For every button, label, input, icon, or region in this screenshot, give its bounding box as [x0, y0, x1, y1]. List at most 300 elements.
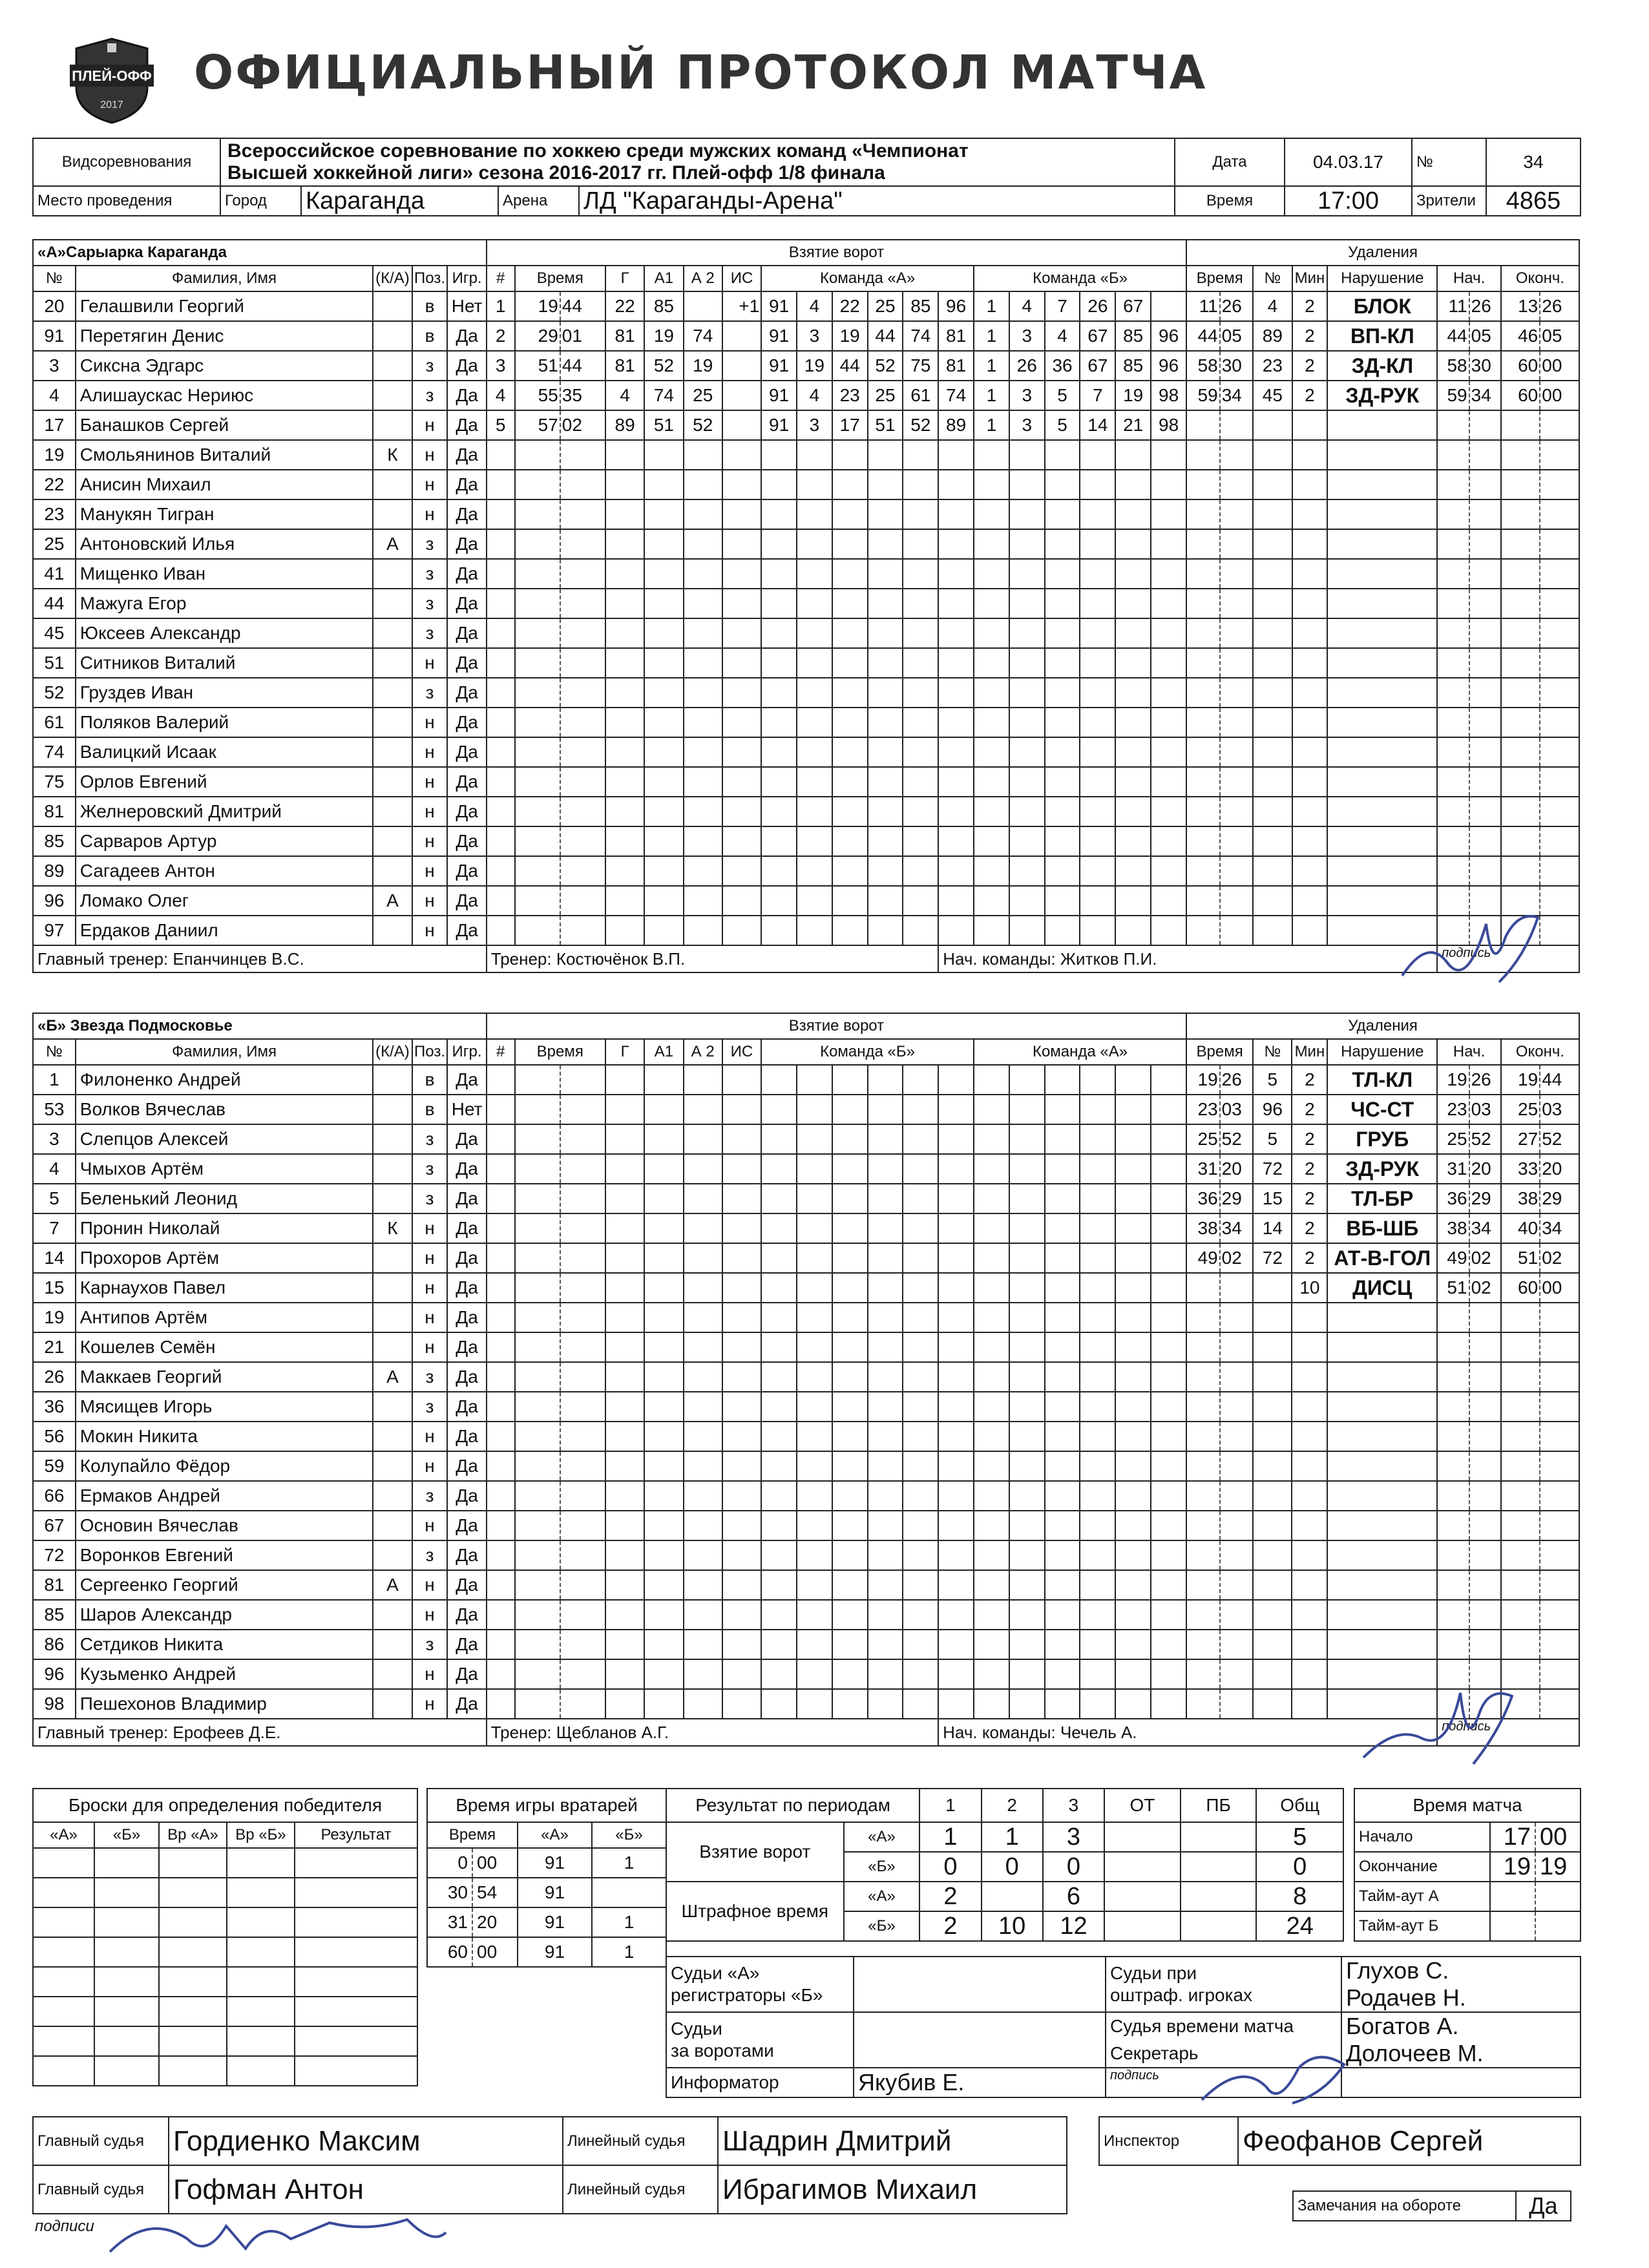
penalty-em — [1501, 678, 1540, 708]
goal-a2 — [684, 470, 722, 499]
shootout-cell — [33, 1848, 94, 1878]
goal-mm — [515, 618, 560, 648]
penalty-judge-2: Родачев Н. — [1346, 1984, 1466, 2011]
player-role — [373, 1630, 412, 1659]
penalty-min: 2 — [1292, 1095, 1327, 1124]
penalty-em — [1501, 1511, 1540, 1540]
goal-is — [722, 1451, 761, 1481]
penalty-min — [1292, 470, 1328, 499]
penalty-min — [1292, 1422, 1327, 1451]
onice-own — [832, 886, 868, 916]
player-name: Шаров Александр — [76, 1600, 373, 1630]
player-role — [373, 737, 412, 767]
penalty-es: 20 — [1540, 1154, 1579, 1184]
onice-opp — [1115, 1481, 1151, 1511]
goal-ss — [560, 767, 605, 797]
penalty-es: 03 — [1540, 1095, 1579, 1124]
player-name: Филоненко Андрей — [76, 1065, 373, 1095]
penalty-mm — [1186, 737, 1220, 767]
penalty-ss — [1220, 1600, 1254, 1630]
player-number: 19 — [33, 1303, 76, 1332]
goal-is — [722, 470, 761, 499]
onice-own — [903, 470, 938, 499]
match-time-title: Время матча — [1354, 1789, 1581, 1822]
player-name: Гелашвили Георгий — [76, 291, 373, 321]
onice-own: 81 — [938, 321, 974, 351]
onice-own — [938, 648, 974, 678]
remarks-box — [1292, 2190, 1571, 2221]
goal-a1 — [644, 1184, 683, 1213]
goal-ss — [560, 1511, 605, 1540]
onice-opp — [1151, 1570, 1186, 1600]
goal-n — [487, 470, 515, 499]
player-number: 96 — [33, 886, 76, 916]
onice-opp — [974, 708, 1009, 737]
goal-ss — [560, 618, 605, 648]
player-position: н — [412, 1689, 448, 1719]
player-played: Да — [447, 1481, 486, 1511]
penalty-ss — [1220, 1332, 1254, 1362]
player-played: Да — [447, 618, 486, 648]
penalty-em: 51 — [1501, 1243, 1540, 1273]
onice-own — [761, 1124, 797, 1154]
onice-own — [797, 1303, 832, 1332]
goal-a1 — [644, 826, 683, 856]
goal-a2 — [684, 529, 722, 559]
penalty-sc: 20 — [1469, 1154, 1501, 1184]
player-row — [33, 678, 1579, 708]
goal-mm — [515, 678, 560, 708]
player-name: Груздев Иван — [76, 678, 373, 708]
penalty-inf — [1327, 678, 1437, 708]
goal-is — [722, 529, 761, 559]
penalty-mm — [1186, 1362, 1220, 1392]
onice-opp — [1115, 1303, 1151, 1332]
player-number: 72 — [33, 1540, 76, 1570]
onice-own: 52 — [903, 410, 938, 440]
player-position: н — [412, 648, 448, 678]
onice-own — [797, 559, 832, 589]
onice-opp — [1045, 1332, 1080, 1362]
goal-g — [605, 1273, 644, 1303]
goal-n — [487, 1630, 515, 1659]
onice-opp — [1045, 470, 1080, 499]
player-position: н — [412, 440, 448, 470]
onice-own — [868, 1273, 903, 1303]
onice-own — [903, 1540, 938, 1570]
goalie-time-mm: 60 — [427, 1937, 472, 1967]
goal-g — [605, 499, 644, 529]
player-name: Алишаускас Нериюс — [76, 381, 373, 410]
onice-opp — [974, 1570, 1009, 1600]
goal-a2: 25 — [684, 381, 722, 410]
onice-own — [868, 1630, 903, 1659]
player-played: Да — [447, 1540, 486, 1570]
onice-opp — [1080, 1332, 1115, 1362]
onice-own — [832, 1065, 868, 1095]
penalty-ss — [1220, 1689, 1254, 1719]
penalty-inf — [1327, 589, 1437, 618]
goal-ss — [560, 1481, 605, 1511]
onice-own — [832, 559, 868, 589]
onice-opp — [1151, 1095, 1186, 1124]
penalty-es — [1540, 856, 1579, 886]
onice-opp — [1151, 856, 1186, 886]
goal-n — [487, 1392, 515, 1422]
penalty-no — [1253, 737, 1292, 767]
penalty-em — [1501, 1362, 1540, 1392]
inspector-label: Инспектор — [1099, 2117, 1238, 2165]
penalty-sm — [1437, 1362, 1469, 1392]
onice-own — [903, 916, 938, 945]
onice-opp — [1115, 499, 1151, 529]
penalty-sm — [1437, 648, 1469, 678]
onice-own: 74 — [903, 321, 938, 351]
onice-own — [797, 797, 832, 826]
player-number: 3 — [33, 351, 76, 381]
player-number: 74 — [33, 737, 76, 767]
onice-opp — [1151, 1243, 1186, 1273]
player-number: 4 — [33, 1154, 76, 1184]
onice-own — [903, 1184, 938, 1213]
goal-a2 — [684, 767, 722, 797]
onice-opp — [1151, 1540, 1186, 1570]
goal-mm — [515, 1362, 560, 1392]
onice-own — [903, 708, 938, 737]
onice-opp — [974, 1659, 1009, 1689]
penalty-es — [1540, 589, 1579, 618]
onice-own — [832, 708, 868, 737]
goal-a1 — [644, 470, 683, 499]
penalty-no — [1253, 767, 1292, 797]
onice-opp — [1045, 737, 1080, 767]
goal-a1 — [644, 737, 683, 767]
onice-opp — [1115, 1273, 1151, 1303]
goal-is — [722, 381, 761, 410]
goal-a2 — [684, 440, 722, 470]
penalty-inf — [1327, 767, 1437, 797]
penalty-sm — [1437, 1630, 1469, 1659]
player-number: 1 — [33, 1065, 76, 1095]
team_b-header-igr: Игр. — [447, 1039, 486, 1065]
onice-opp — [1009, 618, 1045, 648]
match-time-hour: 17 — [1490, 1822, 1535, 1852]
onice-opp — [1080, 589, 1115, 618]
onice-opp — [1009, 1540, 1045, 1570]
onice-own: 91 — [761, 381, 797, 410]
penalty-sm — [1437, 1422, 1469, 1451]
penalty-no — [1253, 410, 1292, 440]
onice-opp: 1 — [974, 291, 1009, 321]
onice-opp — [1115, 1600, 1151, 1630]
onice-opp — [974, 1124, 1009, 1154]
team_b-header-ptime: Время — [1186, 1039, 1253, 1065]
player-position: н — [412, 1600, 448, 1630]
shootout-cell — [33, 2026, 94, 2056]
goal-n — [487, 499, 515, 529]
onice-opp: 3 — [1009, 321, 1045, 351]
player-name: Пешехонов Владимир — [76, 1689, 373, 1719]
penalty-em: 33 — [1501, 1154, 1540, 1184]
player-position: н — [412, 1659, 448, 1689]
onice-opp: 7 — [1045, 291, 1080, 321]
onice-own: 3 — [797, 321, 832, 351]
penalty-sm — [1437, 1392, 1469, 1422]
onice-opp — [1009, 470, 1045, 499]
onice-opp — [1080, 1511, 1115, 1540]
goal-n — [487, 1184, 515, 1213]
goalie-a: 91 — [518, 1937, 592, 1967]
onice-opp — [974, 470, 1009, 499]
onice-opp — [1045, 440, 1080, 470]
onice-opp — [1151, 916, 1186, 945]
onice-own — [832, 1154, 868, 1184]
goal-a1 — [644, 1630, 683, 1659]
penalty-ss — [1220, 1422, 1254, 1451]
onice-own — [761, 529, 797, 559]
penalty-mm: 25 — [1186, 1124, 1220, 1154]
penalty-es: 02 — [1540, 1243, 1579, 1273]
team_b-header-name: Фамилия, Имя — [76, 1039, 373, 1065]
player-name: Карнаухов Павел — [76, 1273, 373, 1303]
player-played: Да — [447, 1422, 486, 1451]
penalty-sm: 49 — [1437, 1243, 1469, 1273]
penalty-em — [1501, 499, 1540, 529]
onice-own — [938, 797, 974, 826]
penalty-em: 40 — [1501, 1213, 1540, 1243]
onice-own — [868, 1511, 903, 1540]
penalty-ss — [1220, 886, 1254, 916]
onice-opp — [1009, 856, 1045, 886]
player-row — [33, 618, 1579, 648]
goal-is — [722, 737, 761, 767]
penalty-ss — [1220, 797, 1254, 826]
player-number: 61 — [33, 708, 76, 737]
goal-a1 — [644, 618, 683, 648]
penalty-inf: ТЛ-БР — [1327, 1184, 1437, 1213]
goal-is — [722, 1570, 761, 1600]
onice-own — [761, 1065, 797, 1095]
penalty-inf — [1327, 1422, 1437, 1451]
player-name: Воронков Евгений — [76, 1540, 373, 1570]
onice-opp — [974, 1392, 1009, 1422]
shootout-cell — [227, 1997, 295, 2026]
onice-opp — [974, 1689, 1009, 1719]
shootout-cell — [94, 1878, 159, 1907]
player-row — [33, 1422, 1579, 1451]
onice-opp — [1080, 1095, 1115, 1124]
penalty-min: 2 — [1292, 1065, 1327, 1095]
penalty-sm: 44 — [1437, 321, 1469, 351]
player-number: 56 — [33, 1422, 76, 1451]
team_b-header-p_no: № — [1253, 1039, 1292, 1065]
goal-a2 — [684, 1481, 722, 1511]
team_a-header-pos: Поз. — [412, 266, 448, 291]
player-played: Да — [447, 1124, 486, 1154]
onice-own: 91 — [761, 351, 797, 381]
player-played: Да — [447, 1184, 486, 1213]
onice-own — [868, 1659, 903, 1689]
penalty-inf — [1327, 797, 1437, 826]
player-number: 52 — [33, 678, 76, 708]
onice-opp — [1045, 1065, 1080, 1095]
onice-opp — [974, 767, 1009, 797]
onice-own — [832, 1451, 868, 1481]
goal-a1 — [644, 1273, 683, 1303]
onice-own — [832, 1124, 868, 1154]
penalty-em — [1501, 1332, 1540, 1362]
goal-ss: 44 — [560, 291, 605, 321]
goal-is — [722, 1213, 761, 1243]
penalty-inf — [1327, 1362, 1437, 1392]
penalty-es — [1540, 618, 1579, 648]
onice-own — [761, 1184, 797, 1213]
onice-own — [868, 529, 903, 559]
onice-own — [868, 856, 903, 886]
period-value: 2 — [919, 1882, 981, 1911]
penalty-no — [1253, 440, 1292, 470]
onice-opp — [1115, 797, 1151, 826]
player-number: 25 — [33, 529, 76, 559]
goal-g: 4 — [605, 381, 644, 410]
goal-a2 — [684, 1451, 722, 1481]
officials-signature — [1341, 2068, 1581, 2097]
onice-own — [903, 826, 938, 856]
onice-opp — [1009, 559, 1045, 589]
penalty-em: 38 — [1501, 1184, 1540, 1213]
team-b-signature — [1357, 1667, 1525, 1770]
onice-opp — [1009, 529, 1045, 559]
goal-a2 — [684, 1243, 722, 1273]
goal-a1: 19 — [644, 321, 683, 351]
player-role — [373, 856, 412, 886]
shootout-cell — [295, 2026, 417, 2056]
penalty-es — [1540, 737, 1579, 767]
goal-g — [605, 1213, 644, 1243]
onice-opp — [1080, 737, 1115, 767]
referee-2: Гофман Антон — [169, 2165, 563, 2214]
onice-own — [797, 589, 832, 618]
onice-own — [832, 737, 868, 767]
goal-ss — [560, 1451, 605, 1481]
goal-a2 — [684, 708, 722, 737]
onice-own — [868, 1422, 903, 1451]
player-row — [33, 1303, 1579, 1332]
onice-own — [938, 618, 974, 648]
penalty-mm — [1186, 1392, 1220, 1422]
penalty-no — [1253, 1540, 1292, 1570]
goal-ss — [560, 1332, 605, 1362]
shootout-cell — [94, 1907, 159, 1937]
goal-mm: 51 — [515, 351, 560, 381]
onice-opp — [1151, 559, 1186, 589]
player-role — [373, 499, 412, 529]
onice-own: 91 — [761, 291, 797, 321]
penalty-em: 46 — [1501, 321, 1540, 351]
onice-opp — [1115, 1570, 1151, 1600]
goal-a1 — [644, 648, 683, 678]
goal-g — [605, 559, 644, 589]
penalty-inf — [1327, 410, 1437, 440]
team_b-header-no: № — [33, 1039, 76, 1065]
onice-own: 81 — [938, 351, 974, 381]
onice-own: 75 — [903, 351, 938, 381]
goal-a2 — [684, 826, 722, 856]
penalty-em — [1501, 797, 1540, 826]
shootout-col: Вр «Б» — [227, 1822, 295, 1848]
onice-own — [903, 1332, 938, 1362]
team_b-goals-title: Взятие ворот — [487, 1013, 1186, 1039]
goal-mm — [515, 529, 560, 559]
team_b-team-name: «Б» Звезда Подмосковье — [33, 1013, 487, 1039]
goal-n — [487, 1659, 515, 1689]
onice-opp — [1009, 1065, 1045, 1095]
onice-opp — [1009, 1213, 1045, 1243]
penalty-mm — [1186, 886, 1220, 916]
playoff-logo — [63, 36, 160, 126]
onice-own — [938, 529, 974, 559]
player-name: Сетдиков Никита — [76, 1630, 373, 1659]
onice-opp — [1080, 1451, 1115, 1481]
goal-a1 — [644, 1124, 683, 1154]
onice-opp — [1009, 1332, 1045, 1362]
player-name: Беленький Леонид — [76, 1184, 373, 1213]
penalty-em — [1501, 589, 1540, 618]
period-value: 0 — [1043, 1852, 1104, 1882]
onice-own — [761, 1243, 797, 1273]
linesman-label-1: Линейный судья — [563, 2117, 718, 2165]
onice-own — [797, 767, 832, 797]
onice-opp — [1115, 1065, 1151, 1095]
penalty-min: 10 — [1292, 1273, 1327, 1303]
goal-ss — [560, 737, 605, 767]
goal-n — [487, 1273, 515, 1303]
goal-ss — [560, 1065, 605, 1095]
onice-opp — [1009, 1422, 1045, 1451]
onice-own — [761, 1689, 797, 1719]
penalty-mm — [1186, 856, 1220, 886]
onice-opp: 96 — [1151, 321, 1186, 351]
player-number: 97 — [33, 916, 76, 945]
player-position: н — [412, 1303, 448, 1332]
player-role — [373, 1600, 412, 1630]
player-role — [373, 648, 412, 678]
player-name: Манукян Тигран — [76, 499, 373, 529]
shootout-cell — [94, 1967, 159, 1997]
onice-opp — [1151, 1303, 1186, 1332]
player-played: Да — [447, 1689, 486, 1719]
onice-opp — [1151, 826, 1186, 856]
penalty-sc: 52 — [1469, 1124, 1501, 1154]
player-role: А — [373, 529, 412, 559]
onice-own — [903, 648, 938, 678]
shootout-cell — [33, 1937, 94, 1967]
match-number: 34 — [1486, 138, 1581, 186]
goal-a2 — [684, 559, 722, 589]
penalty-mm — [1186, 916, 1220, 945]
goal-is — [722, 1659, 761, 1689]
team_a-header-a2: А 2 — [684, 266, 722, 291]
period-col: Общ — [1256, 1789, 1343, 1822]
onice-opp — [1115, 618, 1151, 648]
penalty-em — [1501, 1451, 1540, 1481]
onice-own — [761, 1332, 797, 1362]
player-name: Поляков Валерий — [76, 708, 373, 737]
goal-is — [722, 1303, 761, 1332]
player-row — [33, 1124, 1579, 1154]
team_b-onice-own-label: Команда «Б» — [761, 1039, 974, 1065]
goal-g — [605, 1630, 644, 1659]
